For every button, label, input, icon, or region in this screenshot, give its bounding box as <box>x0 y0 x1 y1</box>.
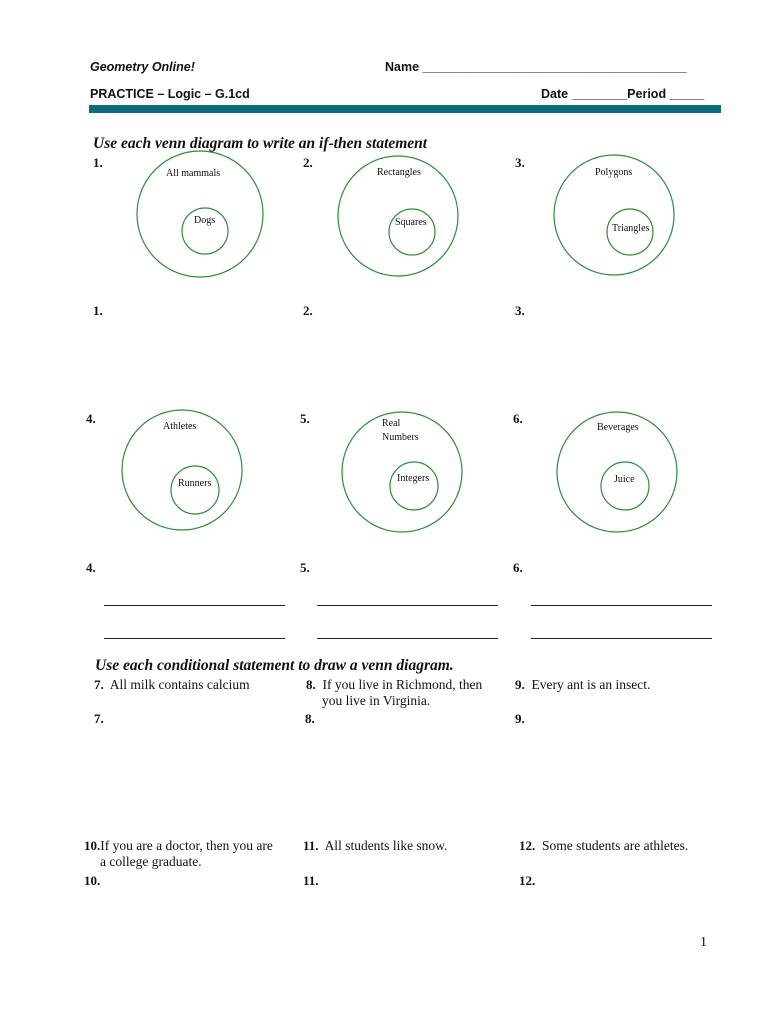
answer-label: 7. <box>94 711 104 726</box>
course-title: Geometry Online! <box>90 60 195 74</box>
answer-label: 9. <box>515 711 525 726</box>
inner-label: Squares <box>395 217 427 228</box>
answer-line[interactable] <box>531 605 712 606</box>
diagram-number: 3. <box>515 155 525 170</box>
answer-label: 5. <box>300 560 310 575</box>
answer-label: 4. <box>86 560 96 575</box>
statement-text-line1: If you live in Richmond, then <box>322 677 483 692</box>
date-period-field[interactable]: Date ________Period _____ <box>541 87 705 101</box>
answer-label: 1. <box>93 303 103 318</box>
inner-label: Dogs <box>194 215 216 226</box>
answer-label: 12. <box>519 873 536 888</box>
answer-line[interactable] <box>531 638 712 639</box>
outer-label: Athletes <box>163 421 197 432</box>
statement-12 <box>519 838 688 854</box>
item-number: 7. <box>94 677 104 692</box>
outer-label: All mammals <box>166 168 221 179</box>
item-number: 8. <box>306 677 316 692</box>
answer-line[interactable] <box>104 605 285 606</box>
answer-line[interactable] <box>104 638 285 639</box>
statement-7 <box>94 677 250 693</box>
inner-label: Runners <box>178 478 212 489</box>
outer-label-line2: Numbers <box>382 432 419 443</box>
venn-diagram-6 <box>557 404 697 534</box>
outer-label: Rectangles <box>377 167 421 178</box>
diagram-number: 4. <box>86 411 96 426</box>
statement-text: All students like snow. <box>324 838 448 853</box>
name-field[interactable]: Name ______________________________________ <box>385 60 687 74</box>
inner-circle <box>390 462 438 510</box>
inner-label: Triangles <box>612 223 650 234</box>
venn-diagram-3 <box>557 150 697 280</box>
diagram-number: 1. <box>93 155 103 170</box>
venn-diagram-5 <box>342 404 482 534</box>
statement-10 <box>84 838 273 870</box>
statement-text-line1: If you are a doctor, then you are <box>100 838 273 853</box>
practice-title: PRACTICE – Logic – G.1cd <box>90 87 250 101</box>
header-divider-bar <box>89 105 721 113</box>
outer-circle <box>342 412 462 532</box>
outer-label: Beverages <box>597 422 639 433</box>
venn-diagram-4 <box>122 404 262 534</box>
statement-8 <box>306 677 482 709</box>
diagram-number: 5. <box>300 411 310 426</box>
answer-label: 10. <box>84 873 101 888</box>
outer-label: Polygons <box>595 167 633 178</box>
answer-line[interactable] <box>317 605 498 606</box>
answer-line[interactable] <box>317 638 498 639</box>
answer-label: 6. <box>513 560 523 575</box>
statement-9 <box>515 677 650 693</box>
answer-label: 2. <box>303 303 313 318</box>
page-number: 1 <box>700 935 707 950</box>
statement-text: Every ant is an insect. <box>531 677 651 692</box>
inner-circle <box>601 462 649 510</box>
inner-label: Integers <box>397 473 430 484</box>
inner-circle <box>389 209 435 255</box>
inner-label: Juice <box>614 474 635 485</box>
statement-text: All milk contains calcium <box>109 677 250 692</box>
item-number: 9. <box>515 677 525 692</box>
item-number: 12. <box>519 838 536 853</box>
answer-label: 3. <box>515 303 525 318</box>
statement-text-line2: you live in Virginia. <box>322 693 431 708</box>
outer-label-line1: Real <box>382 418 401 429</box>
statement-text-line2: a college graduate. <box>100 854 202 869</box>
answer-label: 11. <box>303 873 319 888</box>
inner-circle <box>171 466 219 514</box>
item-number: 10. <box>84 838 101 853</box>
venn-diagram-1 <box>130 150 270 280</box>
venn-diagram-2 <box>337 150 477 280</box>
item-number: 11. <box>303 838 319 853</box>
section1-title: Use each venn diagram to write an if-then statement <box>93 135 428 152</box>
statement-text: Some students are athletes. <box>542 838 689 853</box>
statement-11 <box>303 838 447 854</box>
section2-title: Use each conditional statement to draw a venn diagram. <box>95 657 454 674</box>
answer-label: 8. <box>305 711 315 726</box>
diagram-number: 2. <box>303 155 313 170</box>
diagram-number: 6. <box>513 411 523 426</box>
